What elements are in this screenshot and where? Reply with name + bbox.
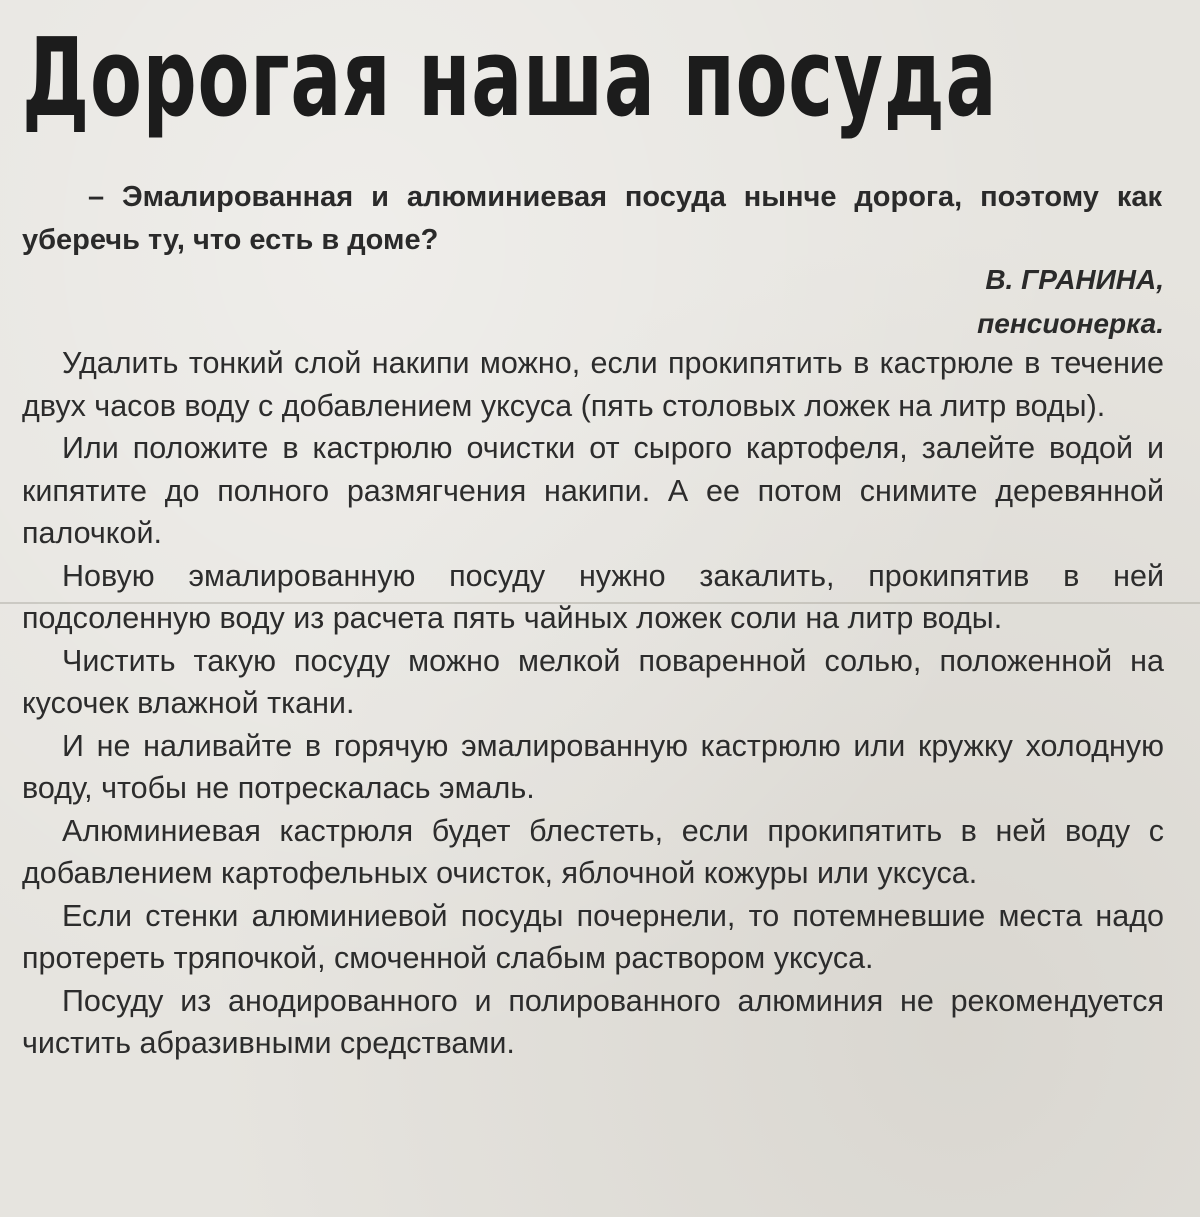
paragraph-scale-vinegar: Удалить тонкий слой накипи можно, если прокипятить в кастрюле в течение двух часов воду с добавлением уксуса (пять столовых ложек на литр воды).	[22, 346, 1164, 423]
article-headline: Дорогая наша посуда	[22, 16, 998, 141]
paragraph-enamel-cleaning: Чистить такую посуду можно мелкой поваренной солью, положенной на кусочек влажной ткани.	[22, 643, 1164, 720]
paragraph-scale-potato: Или положите в кастрюлю очистки от сырого картофеля, залейте водой и кипятите до полного размягчения накипи. А ее потом снимите деревянной палочкой.	[22, 431, 1164, 550]
question-author	[977, 258, 1164, 346]
paragraph-enamel-cold-water: И не наливайте в горячую эмалированную кастрюлю или кружку холодную воду, чтобы не потрескалась эмаль.	[22, 728, 1164, 805]
paragraph-aluminium-shine: Алюминиевая кастрюля будет блестеть, если прокипятить в ней воду с добавлением картофельных очисток, яблочной кожуры или уксуса.	[22, 813, 1164, 890]
author-role: пенсионерка.	[977, 308, 1164, 339]
paragraph-anodized-aluminium: Посуду из анодированного и полированного алюминия не рекомендуется чистить абразивными средствами.	[22, 983, 1164, 1060]
paragraph-aluminium-dark-spots: Если стенки алюминиевой посуды почернели, то потемневшие места надо протереть тряпочкой, смоченной слабым раствором уксуса.	[22, 898, 1164, 975]
paragraph-new-enamel: Новую эмалированную посуду нужно закалить, прокипятив в ней подсоленную воду из расчета пять чайных ложек соли на литр воды.	[22, 558, 1164, 635]
article-body	[22, 342, 1164, 1065]
reader-question: – Эмалированная и алюминиевая посуда нынче дорога, поэтому как уберечь ту, что есть в доме?	[22, 181, 1162, 256]
author-name: В. ГРАНИНА,	[985, 264, 1164, 295]
